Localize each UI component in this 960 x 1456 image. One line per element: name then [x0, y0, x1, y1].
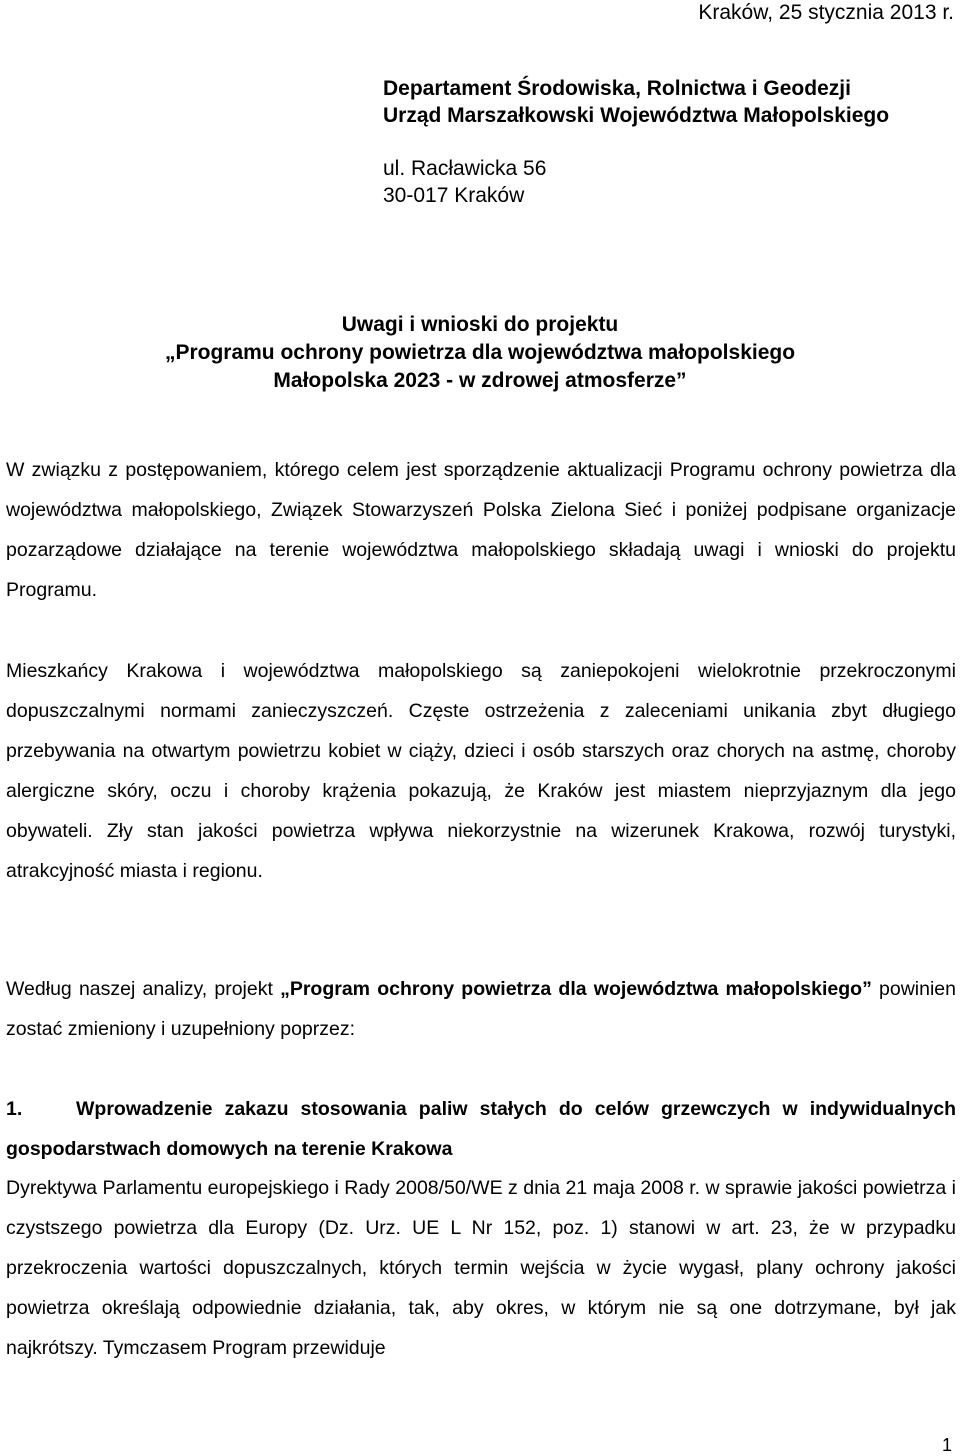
title-line-2: „Programu ochrony powietrza dla województwa małopolskiego: [164, 341, 796, 364]
page-number: 1: [941, 1435, 952, 1455]
address-block: [383, 155, 546, 209]
address-street: ul. Racławicka 56: [383, 157, 547, 180]
program-name-bold: „Program ochrony powietrza dla województwa małopolskiego”: [280, 978, 872, 1000]
paragraph-analysis: [6, 969, 956, 1049]
point-1-number: 1.: [6, 1098, 23, 1120]
document-title: [0, 311, 960, 395]
paragraph-intro: W związku z postępowaniem, którego celem jest sporządzenie aktualizacji Programu ochrony powietrza dla województwa małopolskiego, Związek Stowarzyszeń Polska Zielona Sieć i poniżej podpisane organizacje pozarządowe działające na terenie województwa małopolskiego składają uwagi i wnioski do projektu Programu.: [6, 459, 956, 601]
recipient-block: [383, 75, 889, 129]
paragraph-residents: Mieszkańcy Krakowa i województwa małopolskiego są zaniepokojeni wielokrotnie przekroczonymi dopuszczalnymi normami zanieczyszczeń. Częste ostrzeżenia z zaleceniami unikania zbyt długiego przebywania na otwartym powietrzu kobiet w ciąży, dzieci i osób starszych oraz chorych na astmę, choroby alergiczne skóry, oczu i choroby krążenia pokazują, że Kraków jest miastem nieprzyjaznym dla jego obywateli. Zły stan jakości powietrza wpływa niekorzystnie na wizerunek Krakowa, rozwój turystyki, atrakcyjność miasta i regionu.: [6, 660, 956, 882]
paragraph-directive: Dyrektywa Parlamentu europejskiego i Rady 2008/50/WE z dnia 21 maja 2008 r. w sprawie jakości powietrza i czystszego powietrza dla Europy (Dz. Urz. UE L Nr 152, poz. 1) stanowi w art. 23, że w przypadku przekroczenia wartości dopuszczalnych, których termin wejścia w życie wygasł, plany ochrony jakości powietrza określają odpowiednie działania, tak, aby okres, w którym nie są one dotrzymane, był jak najkrótszy. Tymczasem Program przewiduje: [6, 1177, 956, 1359]
address-city: 30-017 Kraków: [383, 184, 525, 207]
analysis-text-start: Według naszej analizy, projekt: [6, 978, 281, 1000]
recipient-department: Departament Środowiska, Rolnictwa i Geodezji: [383, 77, 851, 100]
point-1-title: Wprowadzenie zakazu stosowania paliw stałych do celów grzewczych w indywidualnych gospodarstwach domowych na terenie Krakowa: [6, 1098, 956, 1160]
analysis-text-end: powinien zostać zmieniony i uzupełniony poprzez:: [6, 978, 956, 1040]
title-line-3: Małopolska 2023 - w zdrowej atmosferze”: [273, 369, 687, 392]
letter-date: Kraków, 25 stycznia 2013 r.: [698, 1, 954, 24]
recipient-office: Urząd Marszałkowski Województwa Małopolskiego: [383, 104, 890, 127]
point-1-heading: [6, 1089, 956, 1169]
title-line-1: Uwagi i wnioski do projektu: [341, 313, 619, 336]
